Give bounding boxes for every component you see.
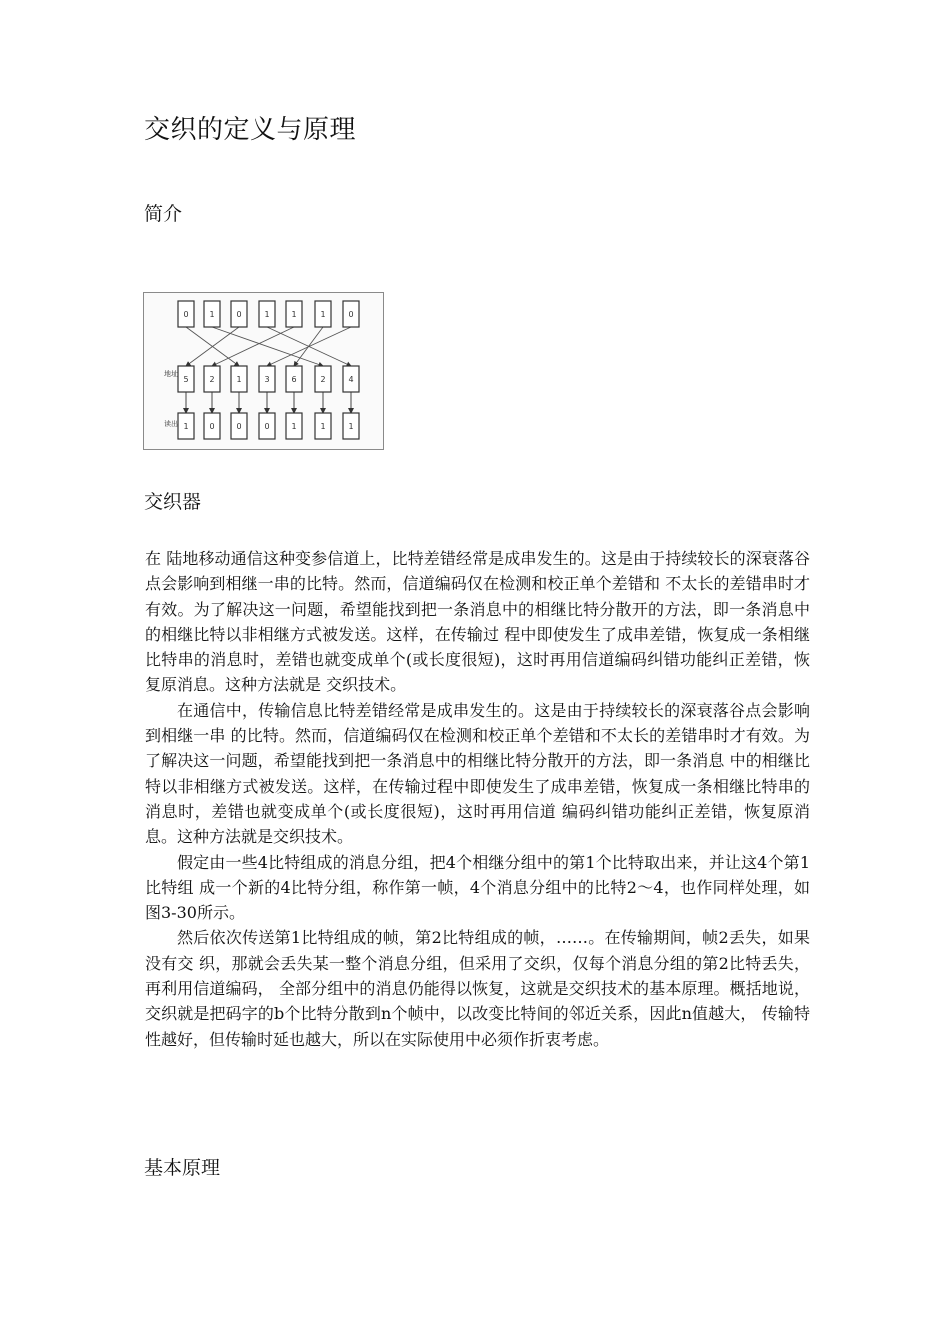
top-cell-digit: 1 xyxy=(264,310,270,319)
interleaving-diagram xyxy=(144,293,383,449)
output-cell-digit: 1 xyxy=(348,422,354,431)
paragraph-3: 假定由一些4比特组成的消息分组，把4个相继分组中的第1个比特取出来，并让这4个第1比特组 成一个新的4比特分组，称作第一帧，4个消息分组中的比特2～4，也作同样处理，如图3-30所示。 xyxy=(145,852,810,923)
output-cell-digit: 1 xyxy=(291,422,297,431)
address-cell-digit: 5 xyxy=(183,375,189,384)
address-cell-digit: 3 xyxy=(264,375,270,384)
document-title: 交织的定义与原理 xyxy=(144,115,357,145)
row-label-read: 读出 xyxy=(164,420,178,428)
top-cell-digit: 0 xyxy=(236,310,242,319)
address-cell-digit: 2 xyxy=(209,375,215,384)
section-heading-intro: 简介 xyxy=(144,203,183,225)
section-heading-interleaver: 交织器 xyxy=(144,491,202,513)
interleave-line xyxy=(212,327,323,366)
output-cell-digit: 0 xyxy=(209,422,215,431)
output-cell-digit: 1 xyxy=(320,422,326,431)
output-cell-digit: 0 xyxy=(236,422,242,431)
top-cell-digit: 0 xyxy=(348,310,354,319)
paragraph-4: 然后依次传送第1比特组成的帧，第2比特组成的帧，……。在传输期间，帧2丢失，如果没有交 织，那就会丢失某一整个消息分组，但采用了交织，仅每个消息分组的第2比特丢失，再利用信道编码， 全部分组中的消息仍能得以恢复，这就是交织技术的基本原理。概括地说，交织就是把码字的b个比特分散到n个帧中，以改变比特间的邻近关系，因此n值越大， 传输特性越好，但传输时延也越大，所以在实际使用中必须作折衷考虑。 xyxy=(145,928,810,1049)
top-cell-digit: 1 xyxy=(291,310,297,319)
row-label-address: 地址 xyxy=(164,370,178,378)
output-cell-digit: 0 xyxy=(264,422,270,431)
top-cell-digit: 1 xyxy=(320,310,326,319)
interleaving-figure xyxy=(143,292,384,450)
section-heading-principle: 基本原理 xyxy=(144,1157,221,1179)
body-text xyxy=(145,546,810,1052)
address-cell-digit: 2 xyxy=(320,375,326,384)
top-cell-digit: 1 xyxy=(209,310,215,319)
paragraph-2: 在通信中，传输信息比特差错经常是成串发生的。这是由于持续较长的深衰落谷点会影响到相继一串 的比特。然而，信道编码仅在检测和校正单个差错和不太长的差错串时才有效。为了解决这一问题，希望能找到把一条消息中的相继比特分散开的方法，即一条消息 中的相继比特以非相继方式被发送。这样，在传输过程中即使发生了成串差错，恢复成一条相继比特串的消息时，差错也就变成单个(或长度很短)，这时再用信道 编码纠错功能纠正差错，恢复原消息。这种方法就是交织技术。 xyxy=(145,700,810,847)
top-cell-digit: 0 xyxy=(183,310,189,319)
address-cell-digit: 6 xyxy=(291,375,297,384)
interleave-line xyxy=(212,327,294,366)
output-cell-digit: 1 xyxy=(183,422,189,431)
address-cell-digit: 1 xyxy=(236,375,242,384)
address-cell-digit: 4 xyxy=(348,375,354,384)
paragraph-1: 在 陆地移动通信这种变参信道上，比特差错经常是成串发生的。这是由于持续较长的深衰落谷点会影响到相继一串的比特。然而，信道编码仅在检测和校正单个差错和 不太长的差错串时才有效。为了解决这一问题，希望能找到把一条消息中的相继比特分散开的方法，即一条消息中的相继比特以非相继方式被发送。这样，在传输过 程中即使发生了成串差错，恢复成一条相继比特串的消息时，差错也就变成单个(或长度很短)，这时再用信道编码纠错功能纠正差错，恢复原消息。这种方法就是 交织技术。 xyxy=(145,549,810,695)
